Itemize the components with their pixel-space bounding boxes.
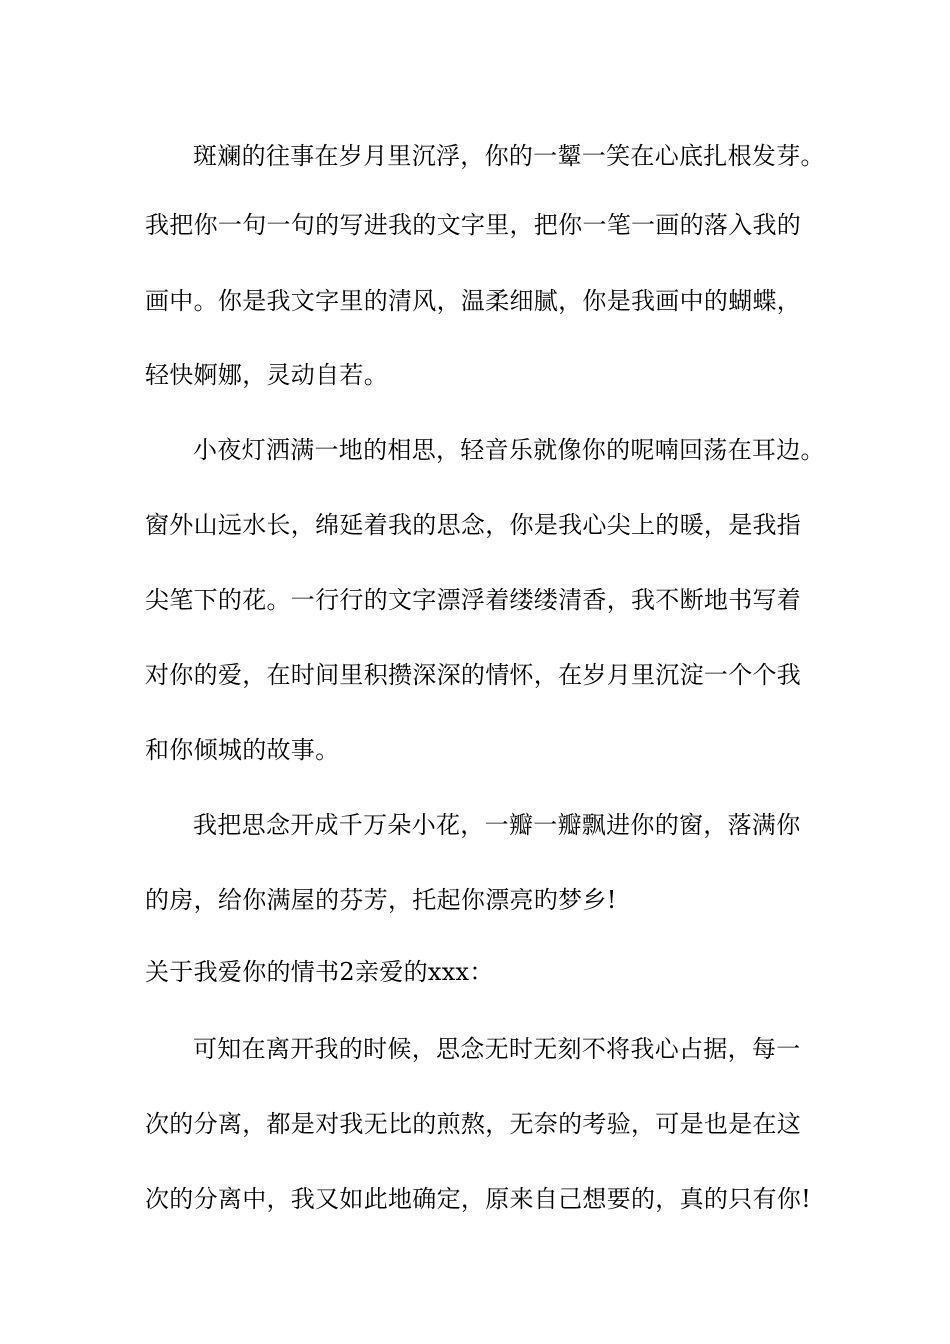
paragraph-3-line-1: 我把思念开成千万朵小花，一瓣一瓣飘进你的窗，落满你	[193, 811, 801, 839]
paragraph-2-line-2: 窗外山远水长，绵延着我的思念，你是我心尖上的暖，是我指	[145, 511, 802, 539]
paragraph-1-line-3: 画中。你是我文字里的清风，温柔细腻，你是我画中的蝴蝶，	[145, 287, 802, 315]
paragraph-4-line-2: 次的分离，都是对我无比的煎熬，无奈的考验，可是也是在这	[145, 1110, 802, 1138]
paragraph-3-line-2: 的房，给你满屋的芬芳，托起你漂亮旳梦乡!	[145, 886, 617, 914]
paragraph-4-line-1: 可知在离开我的时候，思念无时无刻不将我心占据，每一	[193, 1035, 801, 1063]
paragraph-1-line-1: 斑斓的往事在岁月里沉浮，你的一颦一笑在心底扎根发芽。	[193, 142, 825, 170]
paragraph-1-line-2: 我把你一句一句的写进我的文字里，把你一笔一画的落入我的	[145, 211, 802, 239]
paragraph-2-line-5: 和你倾城的故事。	[145, 736, 340, 764]
paragraph-1-line-4: 轻快婀娜，灵动自若。	[145, 361, 388, 389]
paragraph-2-line-3: 尖笔下的花。一行行的文字漂浮着缕缕清香，我不断地书写着	[145, 586, 802, 614]
paragraph-2-line-1: 小夜灯洒满一地的相思，轻音乐就像你的呢喃回荡在耳边。	[193, 436, 825, 464]
paragraph-4-line-3: 次的分离中，我又如此地确定，原来自己想要的，真的只有你!	[145, 1185, 812, 1213]
section-heading: 关于我爱你的情书2亲爱的xxx：	[145, 958, 494, 986]
paragraph-2-line-4: 对你的爱，在时间里积攒深深的情怀，在岁月里沉淀一个个我	[145, 661, 802, 689]
